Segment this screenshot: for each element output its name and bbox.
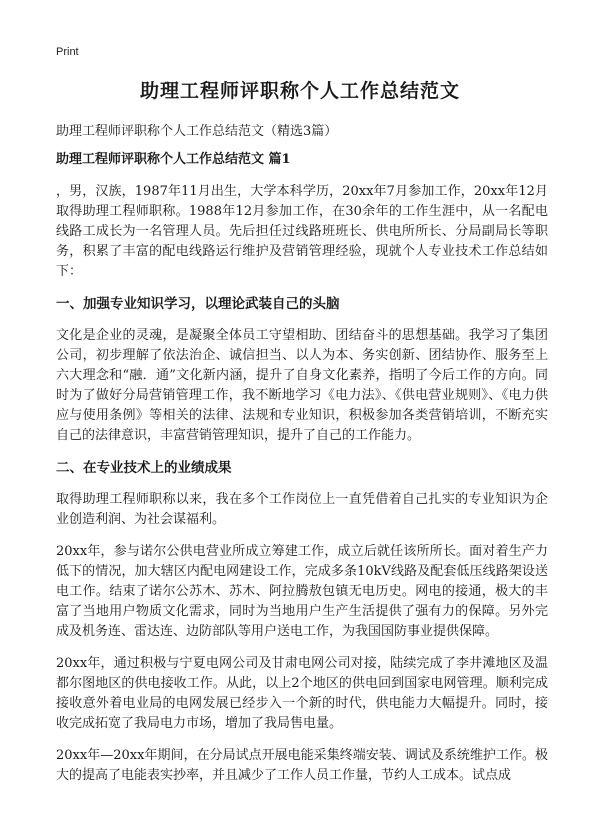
print-label[interactable]: Print	[56, 46, 79, 58]
page-title: 助理工程师评职称个人工作总结范文	[139, 80, 460, 102]
document-body	[56, 150, 548, 798]
paragraph-intro: ，男，汉族，1987年11月出生，大学本科学历，20xx年7月参加工作，20xx年12月取得助理工程师职称。1988年12月参加工作，在30余年的工作生涯中，从一名配电线路工成长为一名管理人员。先后担任过线路班班长、供电所所长、分局副局长等职务，积累了丰富的配电线路运行维护及营销管理经验，现就个人专业技术工作总结如下：	[56, 184, 548, 279]
paragraph-culture: 文化是企业的灵魂，是凝聚全体员工守望相助、团结奋斗的思想基础。我学习了集团公司，初步理解了依法治企、诚信担当、以人为本、务实创新、团结协作、服务至上六大理念和“融．通”文化新内涵，提升了自身文化素养，指明了今后工作的方向。同时为了做好分局营销管理工作，我不断地学习《电力法》、《供电营业规则》、《电力供应与使用条例》等相关的法律、法规和专业知识，积极参加各类营销培训，不断充实自己的法律意识，丰富营销管理知识，提升了自己的工作能力。	[56, 328, 548, 443]
paragraph-achievements-intro: 取得助理工程师职称以来，我在多个工作岗位上一直凭借着自己扎实的专业知识为企业创造利润、为社会谋福利。	[56, 492, 548, 527]
paragraph-metering: 20xx年—20xx年期间，在分局试点开展电能采集终端安装、调试及系统维护工作。极大的提高了电能表实抄率，并且减少了工作人员工作量，节约人工成本。试点成	[56, 748, 548, 783]
paragraph-grid-takeover: 20xx年，通过积极与宁夏电网公司及甘肃电网公司对接，陆续完成了李井滩地区及温都尔图地区的供电接收工作。从此，以上2个地区的供电回到国家电网管理。顺利完成接收意外着电业局的电网发展已经步入一个新的时代，供电能力大幅提升。同时，接收完成拓宽了我局电力市场，增加了我局售电量。	[56, 656, 548, 731]
section-heading-2: 二、在专业技术上的业绩成果	[56, 460, 232, 476]
paragraph-nuoergong: 20xx年，参与诺尔公供电营业所成立筹建工作，成立后就任该所所长。面对着生产力低下的情况，加大辖区内配电网建设工作，完成多条10kV线路及配套低压线路架设送电工作。结束了诺尔公苏木、苏木、阿拉腾敖包镇无电历史。网电的接通，极大的丰富了当地用户物质文化需求，同时为当地用户生产生活提供了强有力的保障。另外完成及机务连、雷达连、边防部队等用户送电工作，为我国国防事业提供保障。	[56, 544, 548, 639]
section-heading-1: 一、加强专业知识学习，以理论武装自己的头脑	[56, 296, 340, 312]
article-heading: 助理工程师评职称个人工作总结范文 篇1	[56, 152, 291, 167]
document-subtitle: 助理工程师评职称个人工作总结范文（精选3篇）	[56, 124, 338, 139]
